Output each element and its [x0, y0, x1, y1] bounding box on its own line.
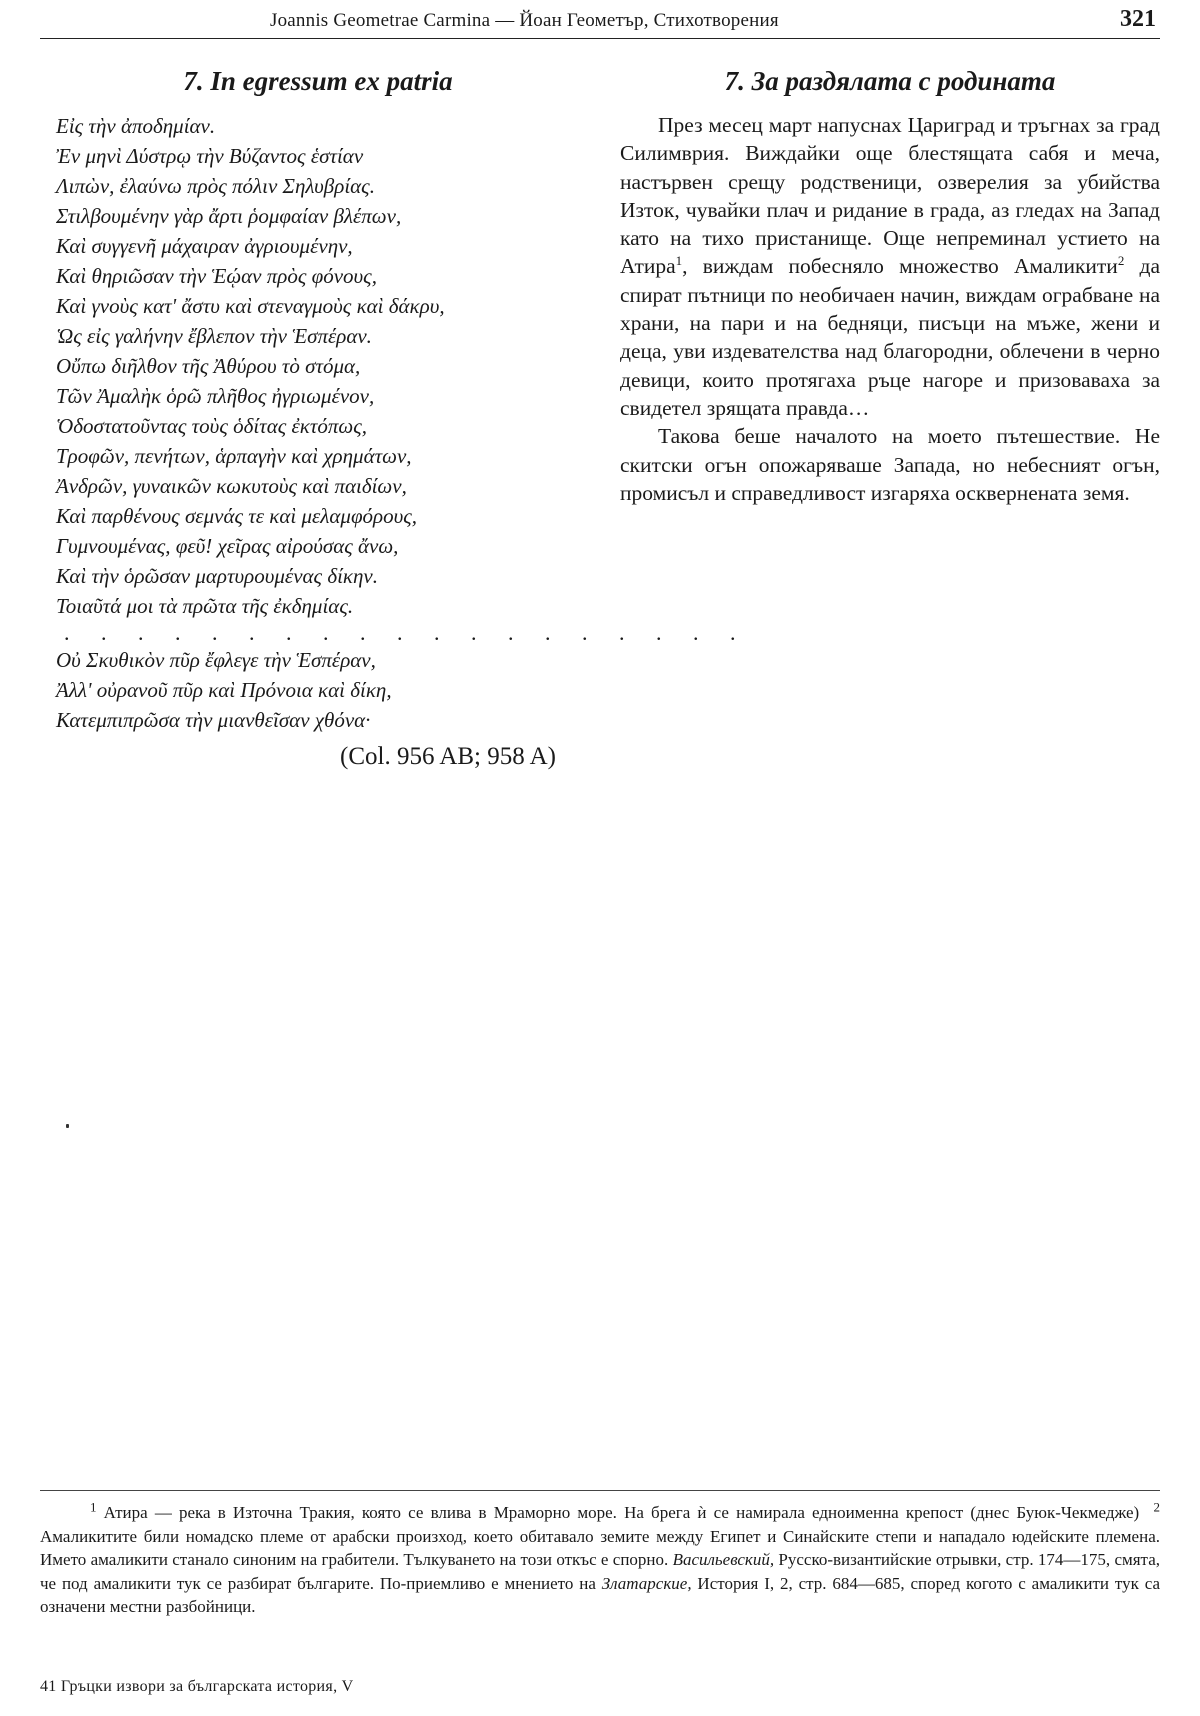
greek-verse-line: Εἰς τὴν ἀποδημίαν.: [56, 114, 216, 138]
greek-verse-line: Ἀλλ' οὐρανοῦ πῦρ καὶ Πρόνοια καὶ δίκη,: [56, 678, 392, 702]
cited-author: Васильевский,: [672, 1550, 775, 1569]
omission-dots: . . . . . . . . . . . . . . . . . . .: [64, 620, 749, 645]
greek-verse-line: Καὶ θηριῶσαν τὴν Ἑῴαν πρὸς φόνους,: [56, 264, 377, 288]
greek-verse-line: Λιπὼν, ἐλαύνω πρὸς πόλιν Σηλυβρίας.: [56, 174, 375, 198]
translation-column: [620, 66, 1160, 507]
source-citation: (Col. 956 AB; 958 A): [340, 743, 556, 770]
paragraph-text: През месец март напуснах Цариград и тръгнах за град Силимврия. Виждайки още блестящата сабя и меча, настървен срещу родственици, озверелия за убийства Изток, чувайки плач и ридание в града, аз гледах на Запад като на тихо пристанище. Още непреминал устието на Атира: [620, 113, 1160, 279]
greek-verse-line: Τῶν Ἀμαλὴκ ὁρῶ πλῆθος ἠγριωμένον,: [56, 384, 375, 408]
greek-verse-line: Ὡς εἰς γαλήνην ἔβλεπον τὴν Ἑσπέραν.: [56, 324, 372, 348]
footnote-2-text: История I, 2, стр. 684—685, според когото с амаликити тук са означени местни разбойници.: [40, 1573, 1160, 1616]
running-header: [40, 4, 1160, 39]
running-title: Joannis Geometrae Carmina — Йоан Геометър, Стихотворения: [270, 10, 779, 31]
paragraph-text: да спират пътници по необичаен начин, виждам ограбване на храни, на пари и на бедняци, писъци на мъже, жени и деца, уви издевателства над благородни, облечени в черно девици, които протягаха ръце нагоре и призоваваха за свидетел зрящата правда…: [620, 254, 1160, 420]
greek-text-column: [56, 66, 749, 775]
cited-author: Златарские,: [601, 1573, 692, 1593]
paragraph-text: , виждам побесняло множество Амаликити: [682, 254, 1118, 279]
greek-verse-line: Τοιαῦτά μοι τὰ πρῶτα τῆς ἐκδημίας.: [56, 594, 354, 618]
greek-verse-line: Κατεμπιπρῶσα τὴν μιανθεῖσαν χθόνα·: [56, 708, 371, 732]
poem-title: 7. In egressum ex patria: [183, 66, 453, 96]
greek-verse-line: Καὶ παρθένους σεμνάς τε καὶ μελαμφόρους,: [56, 504, 418, 528]
translation-title: 7. За раздялата с родината: [724, 66, 1056, 96]
greek-verse-line: Γυμνουμένας, φεῦ! χεῖρας αἰρούσας ἄνω,: [56, 534, 399, 558]
translation-paragraph-2: Такова беше началото на моето пътешествие. Не скитски огън опожаряваше Запада, но небесният огън, промисъл и справедливост изгаряха осквернената земя.: [620, 424, 1160, 505]
translation-paragraph-1: [620, 111, 1160, 422]
print-speck: [66, 1124, 69, 1128]
footnote-ref-1[interactable]: 1: [675, 253, 683, 269]
greek-verse-line: Καὶ γνοὺς κατ' ἄστυ καὶ στεναγμοὺς καὶ δάκρυ,: [56, 294, 445, 318]
footnote-2-text: Амаликитите били номадско племе от арабски произход, което обитавало земите между Египет и Синайските степи и нападало юдейските племена. Името амаликити станало синоним на грабители. Тълкуването на този откъс е спорно.: [40, 1526, 1160, 1569]
footnote-text: [40, 1501, 1160, 1619]
greek-verse-line: Στιλβουμένην γὰρ ἄρτι ῥομφαίαν βλέπων,: [56, 204, 402, 228]
footnote-mark-1: 1: [90, 1499, 97, 1515]
greek-verse-line: Τροφῶν, πενήτων, ἁρπαγὴν καὶ χρημάτων,: [56, 444, 412, 468]
greek-verse-line: Οὔπω διῆλθον τῆς Ἀθύρου τὸ στόμα,: [56, 354, 361, 378]
greek-verse-block-end: [56, 645, 556, 735]
footnote-ref-2[interactable]: 2: [1117, 253, 1125, 269]
greek-verse-line: Ὁδοστατοῦντας τοὺς ὁδίτας ἐκτόπως,: [56, 414, 367, 438]
greek-verse-line: Καὶ συγγενῆ μάχαιραν ἀγριουμένην,: [56, 234, 353, 258]
footnotes: [40, 1490, 1160, 1619]
footnote-2-text: Русско-византийские отрывки, стр. 174—175, смята, че под амаликити тук се разбират българите. По-приемливо е мнението на: [40, 1550, 1160, 1593]
footnote-mark-2: 2: [1153, 1499, 1161, 1515]
greek-verse-line: Καὶ τὴν ὁρῶσαν μαρτυρουμένας δίκην.: [56, 564, 378, 588]
printer-signature: 41 Гръцки извори за българската история, V: [40, 1678, 354, 1695]
greek-verse-line: Οὐ Σκυθικὸν πῦρ ἔφλεγε τὴν Ἑσπέραν,: [56, 648, 376, 672]
page-number: 321: [1120, 6, 1156, 32]
greek-verse-block: [56, 111, 556, 621]
greek-verse-line: Ἀνδρῶν, γυναικῶν κωκυτοὺς καὶ παιδίων,: [56, 474, 407, 498]
greek-verse-line: Ἐν μηνὶ Δύστρῳ τὴν Βύζαντος ἑστίαν: [56, 144, 364, 168]
footnote-1-text: Атира — река в Източна Тракия, която се влива в Мраморно море. На брега ѝ се намирала едноименна крепост (днес Буюк-Чекмедже): [103, 1503, 1140, 1522]
